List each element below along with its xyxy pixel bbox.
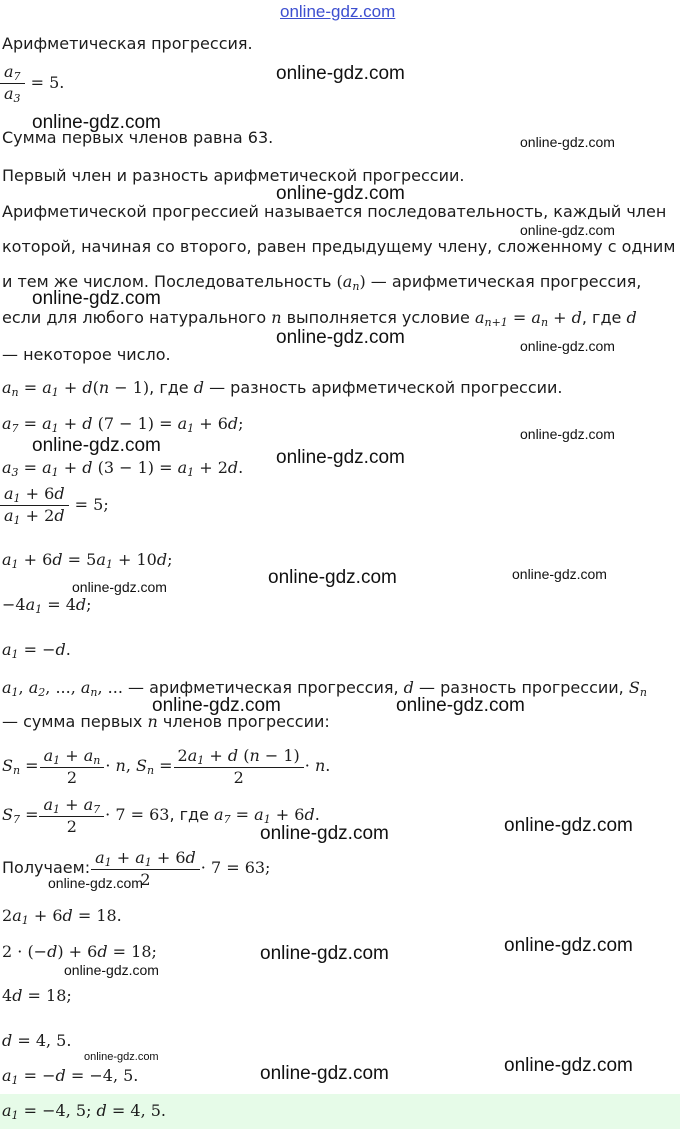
watermark: online-gdz.com: [32, 288, 161, 309]
watermark: online-gdz.com: [396, 695, 525, 716]
find-label: Первый член и разность арифметической прогрессии.: [2, 166, 465, 185]
watermark: online-gdz.com: [152, 695, 281, 716]
given-ratio: $\frac{a_7}{a_3}$ = 5.: [2, 62, 64, 105]
watermark: online-gdz.com: [276, 63, 405, 84]
given-sum: Сумма первых членов равна 63.: [2, 128, 274, 147]
equation-step-4: $2a_1 + 6d = 18$.: [2, 906, 122, 927]
equation-step-8: $a_1 = -d = -4$, 5.: [2, 1066, 139, 1087]
equation-step-5: 2 · (−d) + 6d = 18;: [2, 942, 157, 961]
watermark: online-gdz.com: [512, 566, 607, 582]
watermark: online-gdz.com: [260, 1063, 389, 1084]
watermark: online-gdz.com: [520, 222, 615, 238]
watermark: online-gdz.com: [268, 567, 397, 588]
watermark: online-gdz.com: [520, 134, 615, 150]
sum-definition-line-2: — сумма первых n членов прогрессии:: [2, 712, 330, 731]
sum-definition-line-1: $a_1$, $a_2$, ..., $a_n$, ... — арифметическая прогрессия, d — разность прогрессии, $S_n$: [2, 678, 647, 699]
sum-formula: $S_n$ = $\frac{a_1 + a_n}{2}$ · n, $S_n$ = $\frac{2a_1 + d (n - 1)}{2}$ · n.: [2, 746, 331, 787]
watermark: online-gdz.com: [520, 426, 615, 442]
equation-a7: $a_7 = a_1 + d$ $(7 - 1) = a_1 + 6d$;: [2, 414, 244, 435]
general-term-formula: $a_n = a_1 + d(n - 1)$, где d — разность арифметической прогрессии.: [2, 378, 563, 399]
equation-step-6: 4d = 18;: [2, 986, 72, 1005]
watermark: online-gdz.com: [260, 943, 389, 964]
site-watermark-link[interactable]: online-gdz.com: [280, 2, 396, 21]
answer-line: $a_1 = -4$, 5; d = 4, 5.: [2, 1101, 166, 1122]
watermark: online-gdz.com: [504, 935, 633, 956]
equation-step-1: $a_1 + 6d = 5a_1 + 10d$;: [2, 550, 173, 571]
sum-s7: $S_7$ = $\frac{a_1 + a_7}{2}$ · 7 = 63, где $a_7 = a_1 + 6d$.: [2, 795, 320, 836]
watermark: online-gdz.com: [520, 338, 615, 354]
definition-line-2: которой, начиная со второго, равен предыдущему члену, сложенному с одним: [2, 237, 676, 256]
watermark: online-gdz.com: [32, 112, 161, 133]
definition-line-5: — некоторое число.: [2, 345, 171, 364]
watermark: online-gdz.com: [504, 815, 633, 836]
equation-step-2: $-4a_1 = 4d$;: [2, 595, 92, 616]
given-label: Арифметическая прогрессия.: [2, 34, 253, 53]
sum-substitution: Получаем: $\frac{a_1 + a_1 + 6d}{2}$ · 7 = 63;: [2, 848, 271, 889]
watermark: online-gdz.com: [276, 327, 405, 348]
watermark: online-gdz.com: [32, 435, 161, 456]
watermark: online-gdz.com: [72, 579, 167, 595]
definition-line-4: если для любого натурального n выполняется условие $a_{n+1} = a_n + d$, где d: [2, 308, 637, 329]
watermark: online-gdz.com: [504, 1055, 633, 1076]
definition-line-1: Арифметической прогрессией называется последовательность, каждый член: [2, 202, 667, 221]
equation-step-7: d = 4, 5.: [2, 1031, 72, 1050]
equation-step-3: $a_1 = -d$.: [2, 640, 71, 661]
watermark: online-gdz.com: [260, 823, 389, 844]
watermark: online-gdz.com: [84, 1051, 159, 1063]
watermark: online-gdz.com: [64, 962, 159, 978]
equation-a3: $a_3 = a_1 + d$ $(3 - 1) = a_1 + 2d$.: [2, 458, 244, 479]
watermark: online-gdz.com: [276, 447, 405, 468]
watermark: online-gdz.com: [276, 183, 405, 204]
definition-line-3: и тем же числом. Последовательность $(a_n)$ — арифметическая прогрессия,: [2, 272, 642, 293]
watermark: online-gdz.com: [48, 875, 143, 891]
equation-ratio: $\frac{a_1 + 6d}{a_1 + 2d}$ = 5;: [2, 484, 109, 527]
